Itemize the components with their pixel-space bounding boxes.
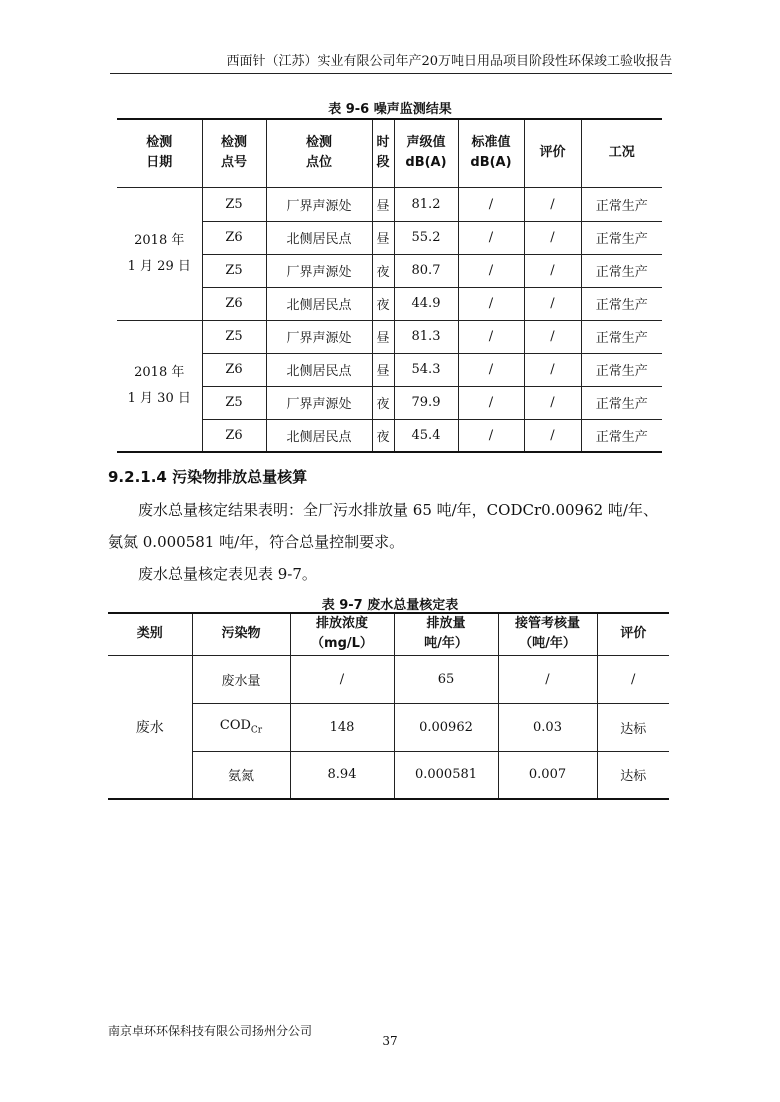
table-cell: Z6 (202, 221, 266, 254)
table-cell: / (524, 353, 581, 386)
category-cell: 废水 (108, 655, 192, 799)
table-cell: 81.2 (394, 187, 458, 221)
pollutant-cell (192, 751, 290, 799)
table-cell: / (524, 187, 581, 221)
table-cell: 正常生产 (581, 320, 662, 353)
footer-company: 南京卓环环保科技有限公司扬州分公司 (108, 1024, 313, 1038)
table2-header-cell (290, 613, 394, 655)
table1-header-cell-line: 标准值 (471, 135, 511, 151)
date-cell (117, 187, 202, 320)
date-line: 1 月 30 日 (127, 390, 191, 406)
table-cell: Z6 (202, 353, 266, 386)
table1-header-cell (202, 119, 266, 187)
table-cell: / (290, 655, 394, 703)
table-cell: / (524, 254, 581, 287)
table-cell: / (458, 287, 524, 320)
table-cell: / (524, 287, 581, 320)
table1-header-cell (581, 119, 662, 187)
table-cell: / (458, 187, 524, 221)
paragraph-table-ref: 废水总量核定表见表 9-7。 (138, 565, 317, 583)
table-cell: Z5 (202, 187, 266, 221)
pollutant-name: COD (219, 718, 251, 734)
table-9-7-caption: 表 9-7 废水总量核定表 (321, 598, 459, 613)
date-line: 2018 年 (134, 232, 185, 248)
table2-header-cell-line: 吨/年） (424, 636, 468, 652)
table-cell: 北侧居民点 (266, 287, 372, 320)
table-cell: 厂界声源处 (266, 386, 372, 419)
table-cell: Z6 (202, 419, 266, 452)
pollutant-cell (192, 655, 290, 703)
table-cell: 正常生产 (581, 353, 662, 386)
table-cell: / (597, 655, 669, 703)
table-cell: / (458, 419, 524, 452)
table-cell: / (524, 419, 581, 452)
table1-header-cell-line: 日期 (146, 155, 173, 171)
table1-header-cell (117, 119, 202, 187)
pollutant-subscript: Cr (250, 725, 263, 736)
table-cell: 54.3 (394, 353, 458, 386)
table1-header-cell-line: 段 (376, 155, 390, 171)
table-cell: 55.2 (394, 221, 458, 254)
table2-header-cell (597, 613, 669, 655)
noise-monitoring-table (117, 118, 662, 453)
table1-header-cell (372, 119, 394, 187)
table-cell: 81.3 (394, 320, 458, 353)
table2-header-cell-line: 接管考核量 (514, 616, 580, 632)
table-cell: 昼 (372, 221, 394, 254)
table-cell: 0.03 (498, 703, 597, 751)
table-9-6-caption: 表 9-6 噪声监测结果 (328, 102, 452, 117)
table1-header-cell-line: 评价 (539, 145, 566, 161)
table-cell: 正常生产 (581, 254, 662, 287)
table-cell: 厂界声源处 (266, 320, 372, 353)
table-cell: / (524, 320, 581, 353)
table-cell: 8.94 (290, 751, 394, 799)
table-cell: 昼 (372, 187, 394, 221)
table-cell: 夜 (372, 254, 394, 287)
table-cell: / (458, 254, 524, 287)
table-cell: 达标 (597, 751, 669, 799)
table-cell: 44.9 (394, 287, 458, 320)
table2-header-cell-line: 排放量 (426, 616, 466, 632)
table-cell: 正常生产 (581, 187, 662, 221)
table2-header-cell (394, 613, 498, 655)
table2-header-cell-line: 评价 (620, 626, 647, 642)
table-cell: 0.000581 (394, 751, 498, 799)
table1-header-cell-line: 点位 (305, 155, 332, 171)
table-cell: 正常生产 (581, 287, 662, 320)
table-row (117, 187, 662, 221)
table-cell: 北侧居民点 (266, 353, 372, 386)
wastewater-total-table (108, 612, 669, 800)
pollutant-name: 废水量 (221, 673, 261, 689)
table-cell: 79.9 (394, 386, 458, 419)
table2-header-cell-line: （mg/L） (311, 636, 373, 652)
paragraph-total-result: 废水总量核定结果表明：全厂污水排放量 65 吨/年，CODCr0.00962 吨/年、氨氮 0.000581 吨/年，符合总量控制要求。 (108, 501, 658, 551)
table-cell: 正常生产 (581, 221, 662, 254)
table1-header-cell-line: 时 (376, 135, 390, 151)
page-header: 西面针（江苏）实业有限公司年产20万吨日用品项目阶段性环保竣工验收报告 (110, 50, 672, 74)
table1-header-cell (458, 119, 524, 187)
table1-header-cell (266, 119, 372, 187)
table-row (108, 655, 669, 703)
table-cell: 夜 (372, 419, 394, 452)
table-cell: / (524, 386, 581, 419)
table2-header-cell (108, 613, 192, 655)
table-cell: 昼 (372, 320, 394, 353)
table1-header-cell-line: 检测 (305, 135, 332, 151)
table-cell: 45.4 (394, 419, 458, 452)
table1-header-cell-line: 点号 (220, 155, 247, 171)
page-number: 37 (382, 1034, 398, 1048)
pollutant-name: 氨氮 (227, 769, 254, 785)
table-cell: 0.007 (498, 751, 597, 799)
table-cell: 达标 (597, 703, 669, 751)
table-cell: Z6 (202, 287, 266, 320)
table2-header-cell-line: （吨/年） (519, 636, 576, 652)
table-cell: / (458, 353, 524, 386)
table-cell: 0.00962 (394, 703, 498, 751)
table-cell: Z5 (202, 320, 266, 353)
table-cell: 厂界声源处 (266, 254, 372, 287)
table-cell: 65 (394, 655, 498, 703)
table-cell: 夜 (372, 386, 394, 419)
table-cell: / (458, 386, 524, 419)
table-cell: / (524, 221, 581, 254)
table-cell: Z5 (202, 254, 266, 287)
section-heading: 9.2.1.4 污染物排放总量核算 (108, 468, 308, 486)
table-cell: 正常生产 (581, 386, 662, 419)
date-cell (117, 320, 202, 452)
table2-header-cell-line: 污染物 (221, 626, 261, 642)
table-cell: / (458, 221, 524, 254)
table1-header-cell-line: dB(A) (470, 155, 512, 171)
table-row (108, 703, 669, 751)
table1-header-cell-line: 声级值 (406, 135, 446, 151)
table1-header-cell-line: dB(A) (405, 155, 447, 171)
table2-header-cell-line: 排放浓度 (315, 616, 368, 632)
table1-header-cell-line: 工况 (608, 145, 635, 161)
table2-header-cell (498, 613, 597, 655)
table-cell: 北侧居民点 (266, 419, 372, 452)
table-cell: 北侧居民点 (266, 221, 372, 254)
table-cell: 昼 (372, 353, 394, 386)
table1-header-cell (394, 119, 458, 187)
table-cell: / (458, 320, 524, 353)
date-line: 2018 年 (134, 364, 185, 380)
table2-header-cell-line: 类别 (136, 626, 163, 642)
table-row (117, 320, 662, 353)
table-cell: 厂界声源处 (266, 187, 372, 221)
table-cell: 正常生产 (581, 419, 662, 452)
table-cell: Z5 (202, 386, 266, 419)
table-cell: 夜 (372, 287, 394, 320)
table-cell: / (498, 655, 597, 703)
table1-header-cell-line: 检测 (146, 135, 173, 151)
table-row (108, 751, 669, 799)
table2-header-cell (192, 613, 290, 655)
table1-header-cell-line: 检测 (220, 135, 247, 151)
table1-header-cell (524, 119, 581, 187)
table-cell: 80.7 (394, 254, 458, 287)
table-cell: 148 (290, 703, 394, 751)
date-line: 1 月 29 日 (127, 258, 191, 274)
pollutant-cell (192, 703, 290, 751)
